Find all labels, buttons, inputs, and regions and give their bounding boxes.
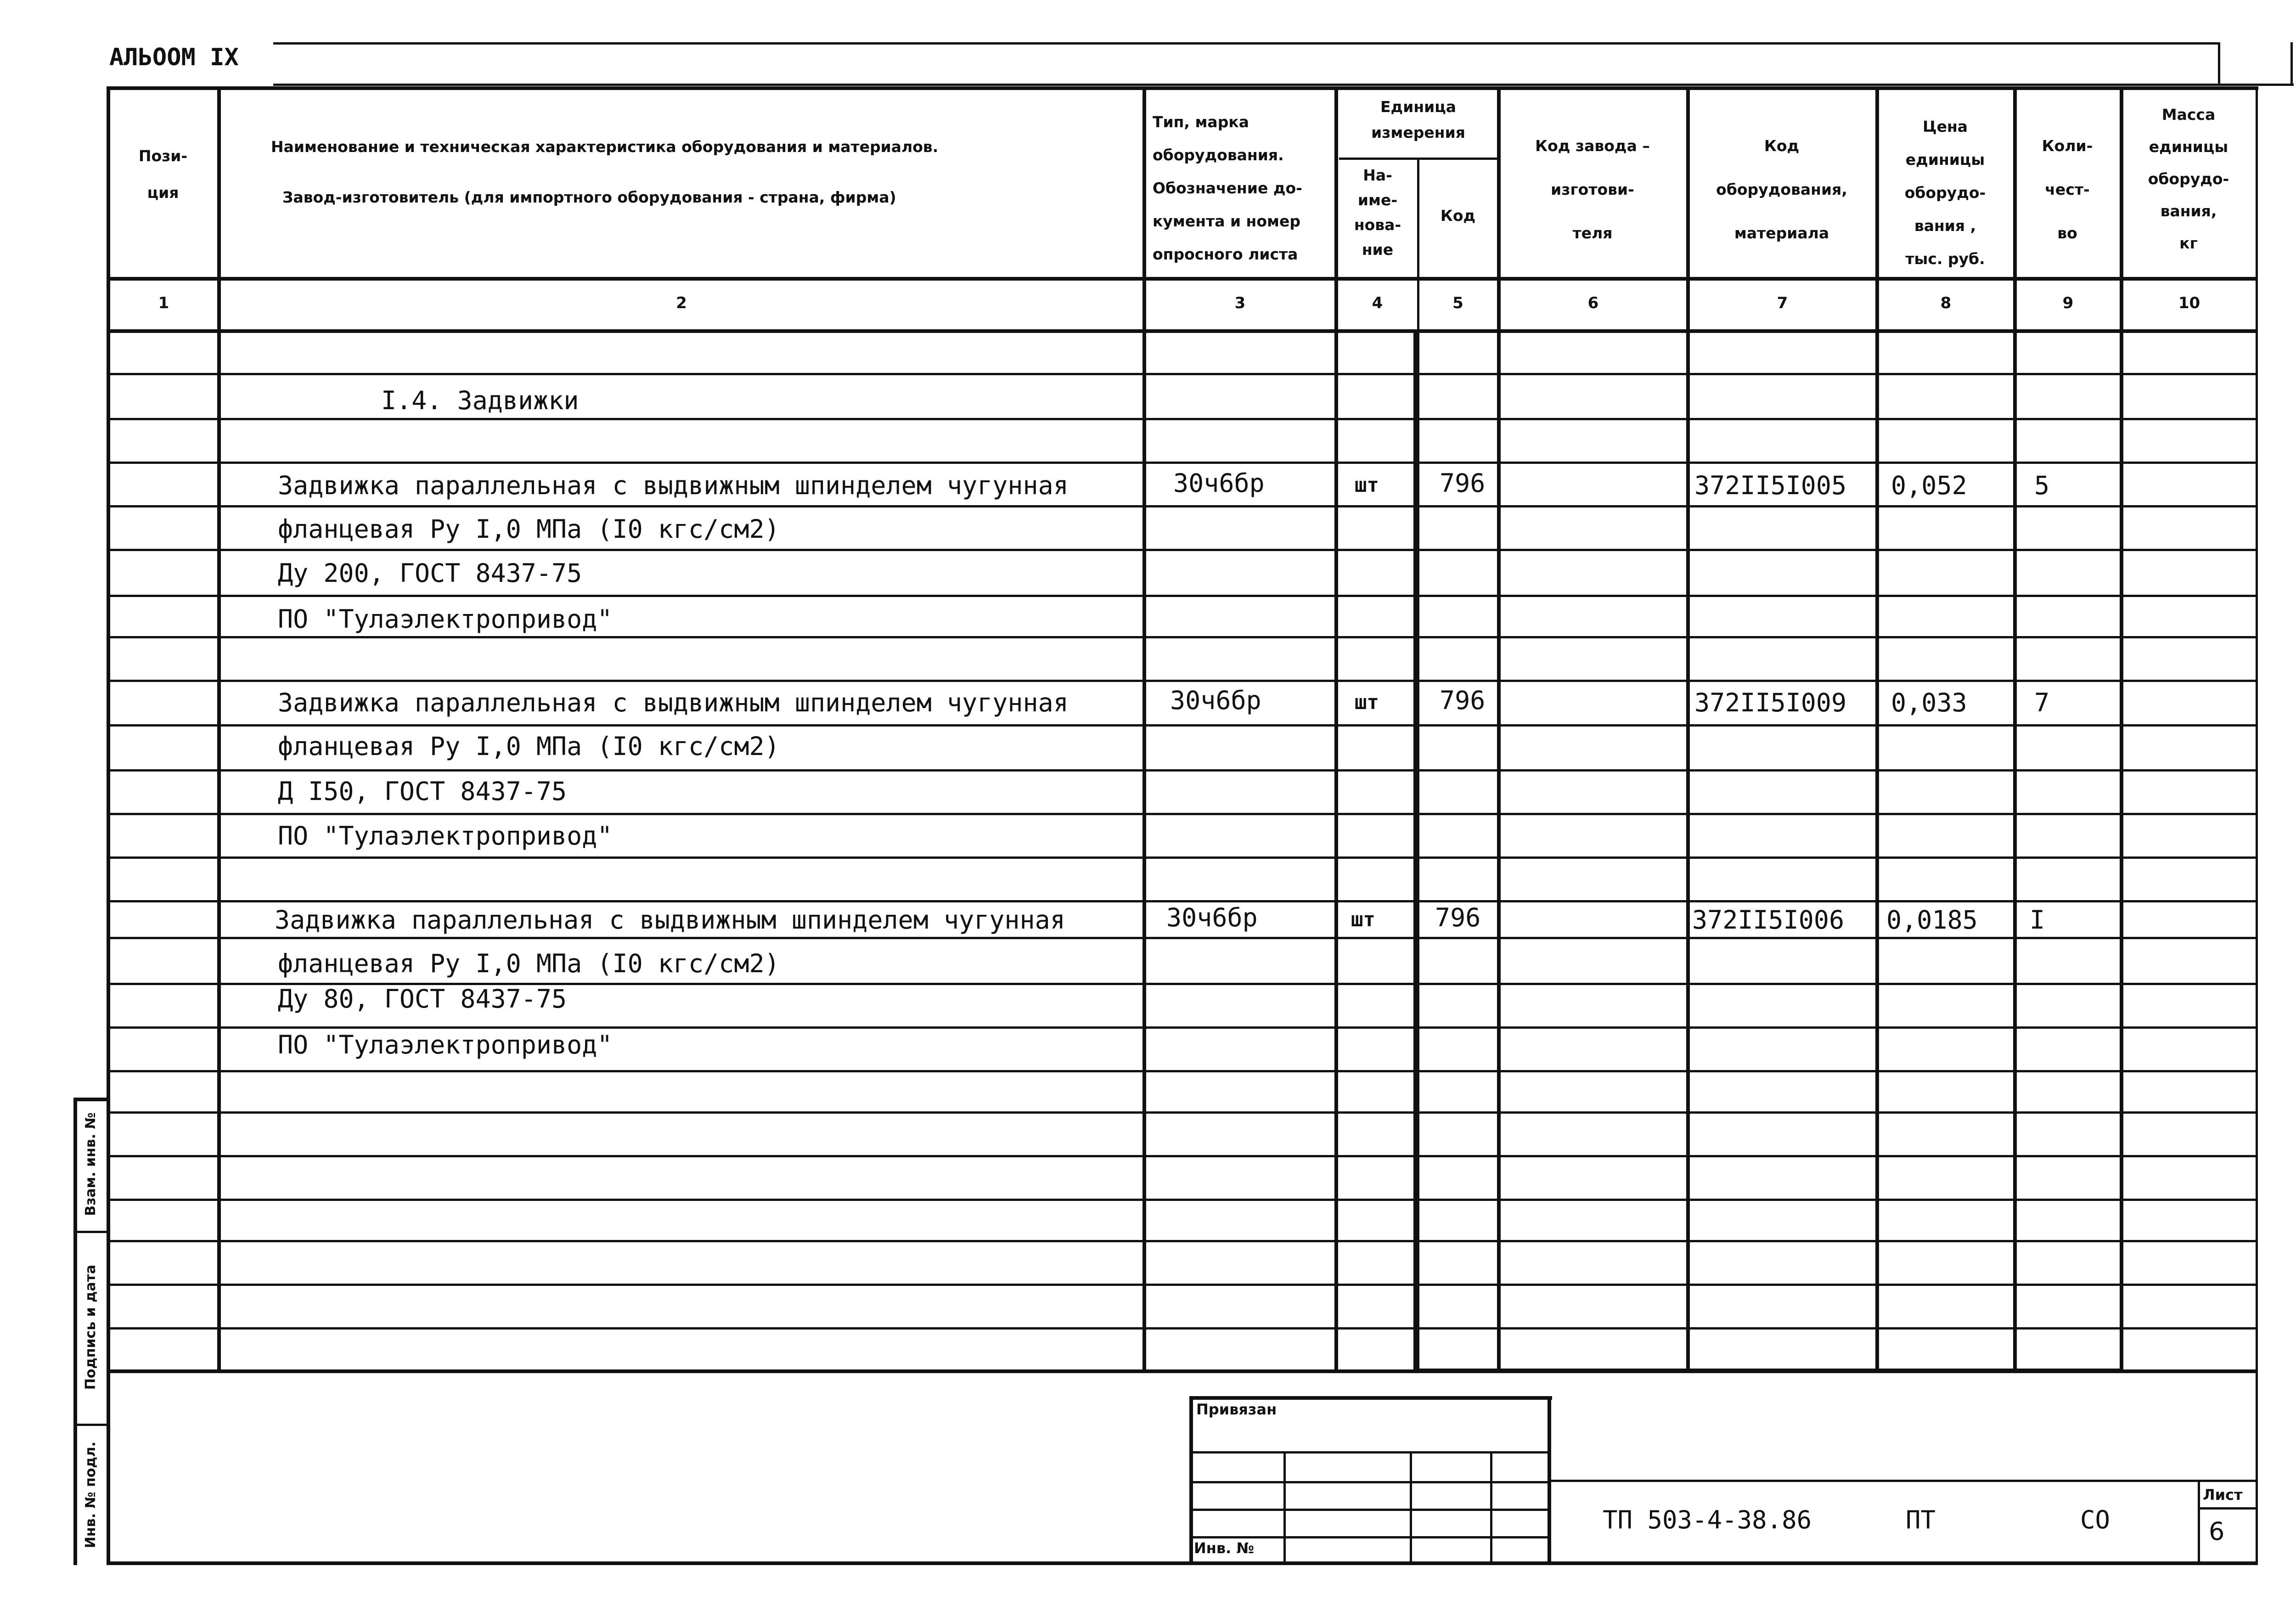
- item-1-line-2: фланцевая Ру I,0 МПа (I0 кгс/см2): [278, 514, 780, 544]
- item-3-line-1: Задвижка параллельная с выдвижным шпинделем чугунная: [275, 905, 1065, 935]
- tied-block-left: [1189, 1396, 1193, 1565]
- row-line: [107, 813, 2256, 815]
- item-2-type: 30ч6бр: [1170, 686, 1261, 715]
- row-line: [107, 1070, 2256, 1072]
- item-3-type: 30ч6бр: [1166, 903, 1258, 932]
- row-line: [107, 1199, 2256, 1201]
- corner-box-left: [2218, 42, 2220, 86]
- frame-right-border: [2256, 86, 2258, 1565]
- numbers-row-border: [107, 329, 2256, 333]
- item-3-unit-code: 796: [1435, 903, 1481, 932]
- item-1-line-3: Ду 200, ГОСТ 8437-75: [278, 558, 582, 588]
- item-2-unit-name: шт: [1355, 691, 1379, 714]
- tied-label: Привязан: [1196, 1401, 1277, 1418]
- row-line: [107, 595, 2256, 597]
- item-2-unit-code: 796: [1440, 686, 1486, 715]
- col-divider-9: [2120, 86, 2123, 1372]
- header-bottom-border: [107, 277, 2256, 281]
- item-3-equipment-code: 372II5I006: [1692, 905, 1845, 935]
- frame-left-border: [107, 86, 110, 1565]
- header-unit-name: На- име- нова- ние: [1354, 166, 1401, 259]
- item-3-line-4: ПО "Тулаэлектропривод": [278, 1030, 613, 1059]
- sheet-type: СО: [2080, 1505, 2110, 1534]
- tied-grid-line: [1189, 1481, 1550, 1483]
- header-equipment-code: Код оборудования, материала: [1716, 137, 1847, 242]
- col-num-7: 7: [1777, 294, 1788, 312]
- tied-grid-line: [1189, 1536, 1550, 1538]
- table-top-border: [109, 86, 2258, 90]
- item-1-unit-code: 796: [1440, 468, 1486, 498]
- item-2-equipment-code: 372II5I009: [1694, 688, 1847, 717]
- row-line: [107, 1284, 2256, 1286]
- row-line: [107, 636, 2256, 638]
- col-num-4: 4: [1372, 294, 1383, 312]
- header-price: Цена единицы оборудо- вания , тыс. руб.: [1904, 118, 1986, 268]
- inv-no-label: Инв. №: [1194, 1539, 1254, 1557]
- col-divider-6: [1686, 86, 1690, 1372]
- item-2-price: 0,033: [1891, 688, 1967, 717]
- item-2-line-3: Д I50, ГОСТ 8437-75: [278, 777, 567, 806]
- row-line: [107, 505, 2256, 507]
- header-factory-code: Код завода – изготови- теля: [1535, 137, 1650, 242]
- row-line: [107, 900, 2256, 902]
- tied-grid-line: [1189, 1509, 1550, 1511]
- item-1-type: 30ч6бр: [1173, 468, 1265, 498]
- header-quantity: Коли- чест- во: [2042, 137, 2093, 242]
- header-type: Тип, марка оборудования. Обозначение до- кумента и номер опросного листа: [1153, 113, 1302, 263]
- col-divider-2: [1142, 86, 1146, 1372]
- item-3-unit-name: шт: [1351, 908, 1375, 931]
- header-mass: Масса единицы оборудо- вания, кг: [2148, 106, 2229, 252]
- col-divider-7: [1875, 86, 1879, 1372]
- doc-code: ТП 503-4-38.86: [1603, 1505, 1812, 1534]
- header-position: Пози- ция: [138, 147, 188, 202]
- item-2-qty: 7: [2034, 688, 2050, 717]
- tied-grid-col: [1283, 1451, 1286, 1565]
- col-num-6: 6: [1587, 294, 1599, 312]
- col-divider-8: [2013, 86, 2017, 1372]
- table-body-bottom: [107, 1369, 2256, 1373]
- col-num-8: 8: [1940, 294, 1952, 312]
- title-block-top: [1548, 1480, 2257, 1482]
- side-strip-left: [73, 1098, 77, 1565]
- sheet-box-divider: [2198, 1507, 2257, 1510]
- col-num-9: 9: [2062, 294, 2074, 312]
- item-3-price: 0,0185: [1886, 905, 1978, 935]
- frame-bottom-border: [107, 1561, 2258, 1565]
- tied-grid-line: [1189, 1451, 1550, 1454]
- col-num-3: 3: [1234, 294, 1246, 312]
- col-divider-3: [1334, 86, 1338, 1372]
- side-label-inv-replaced: Взам. инв. №: [83, 1112, 99, 1216]
- header-name-line2: Завод-изготовитель (для импортного оборудования - страна, фирма): [282, 188, 896, 206]
- row-line: [107, 1155, 2256, 1157]
- section-title: I.4. Задвижки: [381, 386, 579, 415]
- item-2-line-2: фланцевая Ру I,0 МПа (I0 кгс/см2): [278, 732, 780, 761]
- tied-grid-col: [1490, 1451, 1492, 1565]
- row-line: [107, 769, 2256, 772]
- row-line: [107, 937, 2256, 939]
- sheet-label: Лист: [2203, 1486, 2243, 1504]
- item-1-unit-name: шт: [1355, 473, 1379, 497]
- row-line: [107, 373, 2256, 375]
- code-box-left: [1413, 329, 1418, 1372]
- header-unit-code: Код: [1440, 207, 1476, 225]
- side-label-inv-orig: Инв. № подл.: [83, 1441, 99, 1549]
- row-line: [107, 418, 2256, 420]
- item-1-price: 0,052: [1891, 471, 1967, 500]
- tied-grid-col: [1410, 1451, 1412, 1565]
- item-3-line-2: фланцевая Ру I,0 МПа (I0 кгс/см2): [278, 949, 780, 978]
- item-3-line-3: Ду 80, ГОСТ 8437-75: [278, 984, 567, 1014]
- corner-box-right: [2290, 42, 2293, 86]
- top-rule: [273, 42, 2218, 45]
- col-num-2: 2: [676, 294, 687, 312]
- row-line: [107, 724, 2256, 727]
- sheet-box-left: [2198, 1480, 2200, 1565]
- item-3-qty: I: [2030, 905, 2045, 935]
- col-divider-1: [217, 86, 221, 1372]
- header-name-line1: Наименование и техническая характеристика оборудования и материалов.: [271, 138, 939, 156]
- header-top-border: [273, 84, 2294, 86]
- col-num-10: 10: [2178, 294, 2200, 312]
- row-line: [107, 1240, 2256, 1242]
- doc-mark: ПТ: [1906, 1505, 1936, 1534]
- side-label-sign-date: Подпись и дата: [83, 1264, 99, 1390]
- sheet-number: 6: [2209, 1517, 2225, 1546]
- units-group-divider: [1339, 158, 1501, 160]
- item-1-line-1: Задвижка параллельная с выдвижным шпинделем чугунная: [278, 471, 1069, 500]
- col-num-5: 5: [1452, 294, 1463, 312]
- header-unit-group: Единица измерения: [1371, 98, 1465, 141]
- row-line: [107, 549, 2256, 551]
- item-2-line-4: ПО "Тулаэлектропривод": [278, 821, 613, 851]
- row-line: [107, 856, 2256, 859]
- row-line: [107, 680, 2256, 682]
- item-1-line-4: ПО "Тулаэлектропривод": [278, 604, 613, 634]
- item-1-equipment-code: 372II5I005: [1694, 471, 1847, 500]
- row-line: [107, 1026, 2256, 1029]
- tied-block-top: [1189, 1396, 1552, 1400]
- row-line: [107, 1111, 2256, 1114]
- album-label: АЛЬООМ IX: [109, 44, 239, 71]
- item-1-qty: 5: [2034, 471, 2050, 500]
- col-divider-5: [1497, 86, 1501, 1372]
- row-line: [107, 462, 2256, 464]
- row-line: [107, 1327, 2256, 1330]
- item-2-line-1: Задвижка параллельная с выдвижным шпинделем чугунная: [278, 688, 1069, 717]
- col-num-1: 1: [158, 294, 169, 312]
